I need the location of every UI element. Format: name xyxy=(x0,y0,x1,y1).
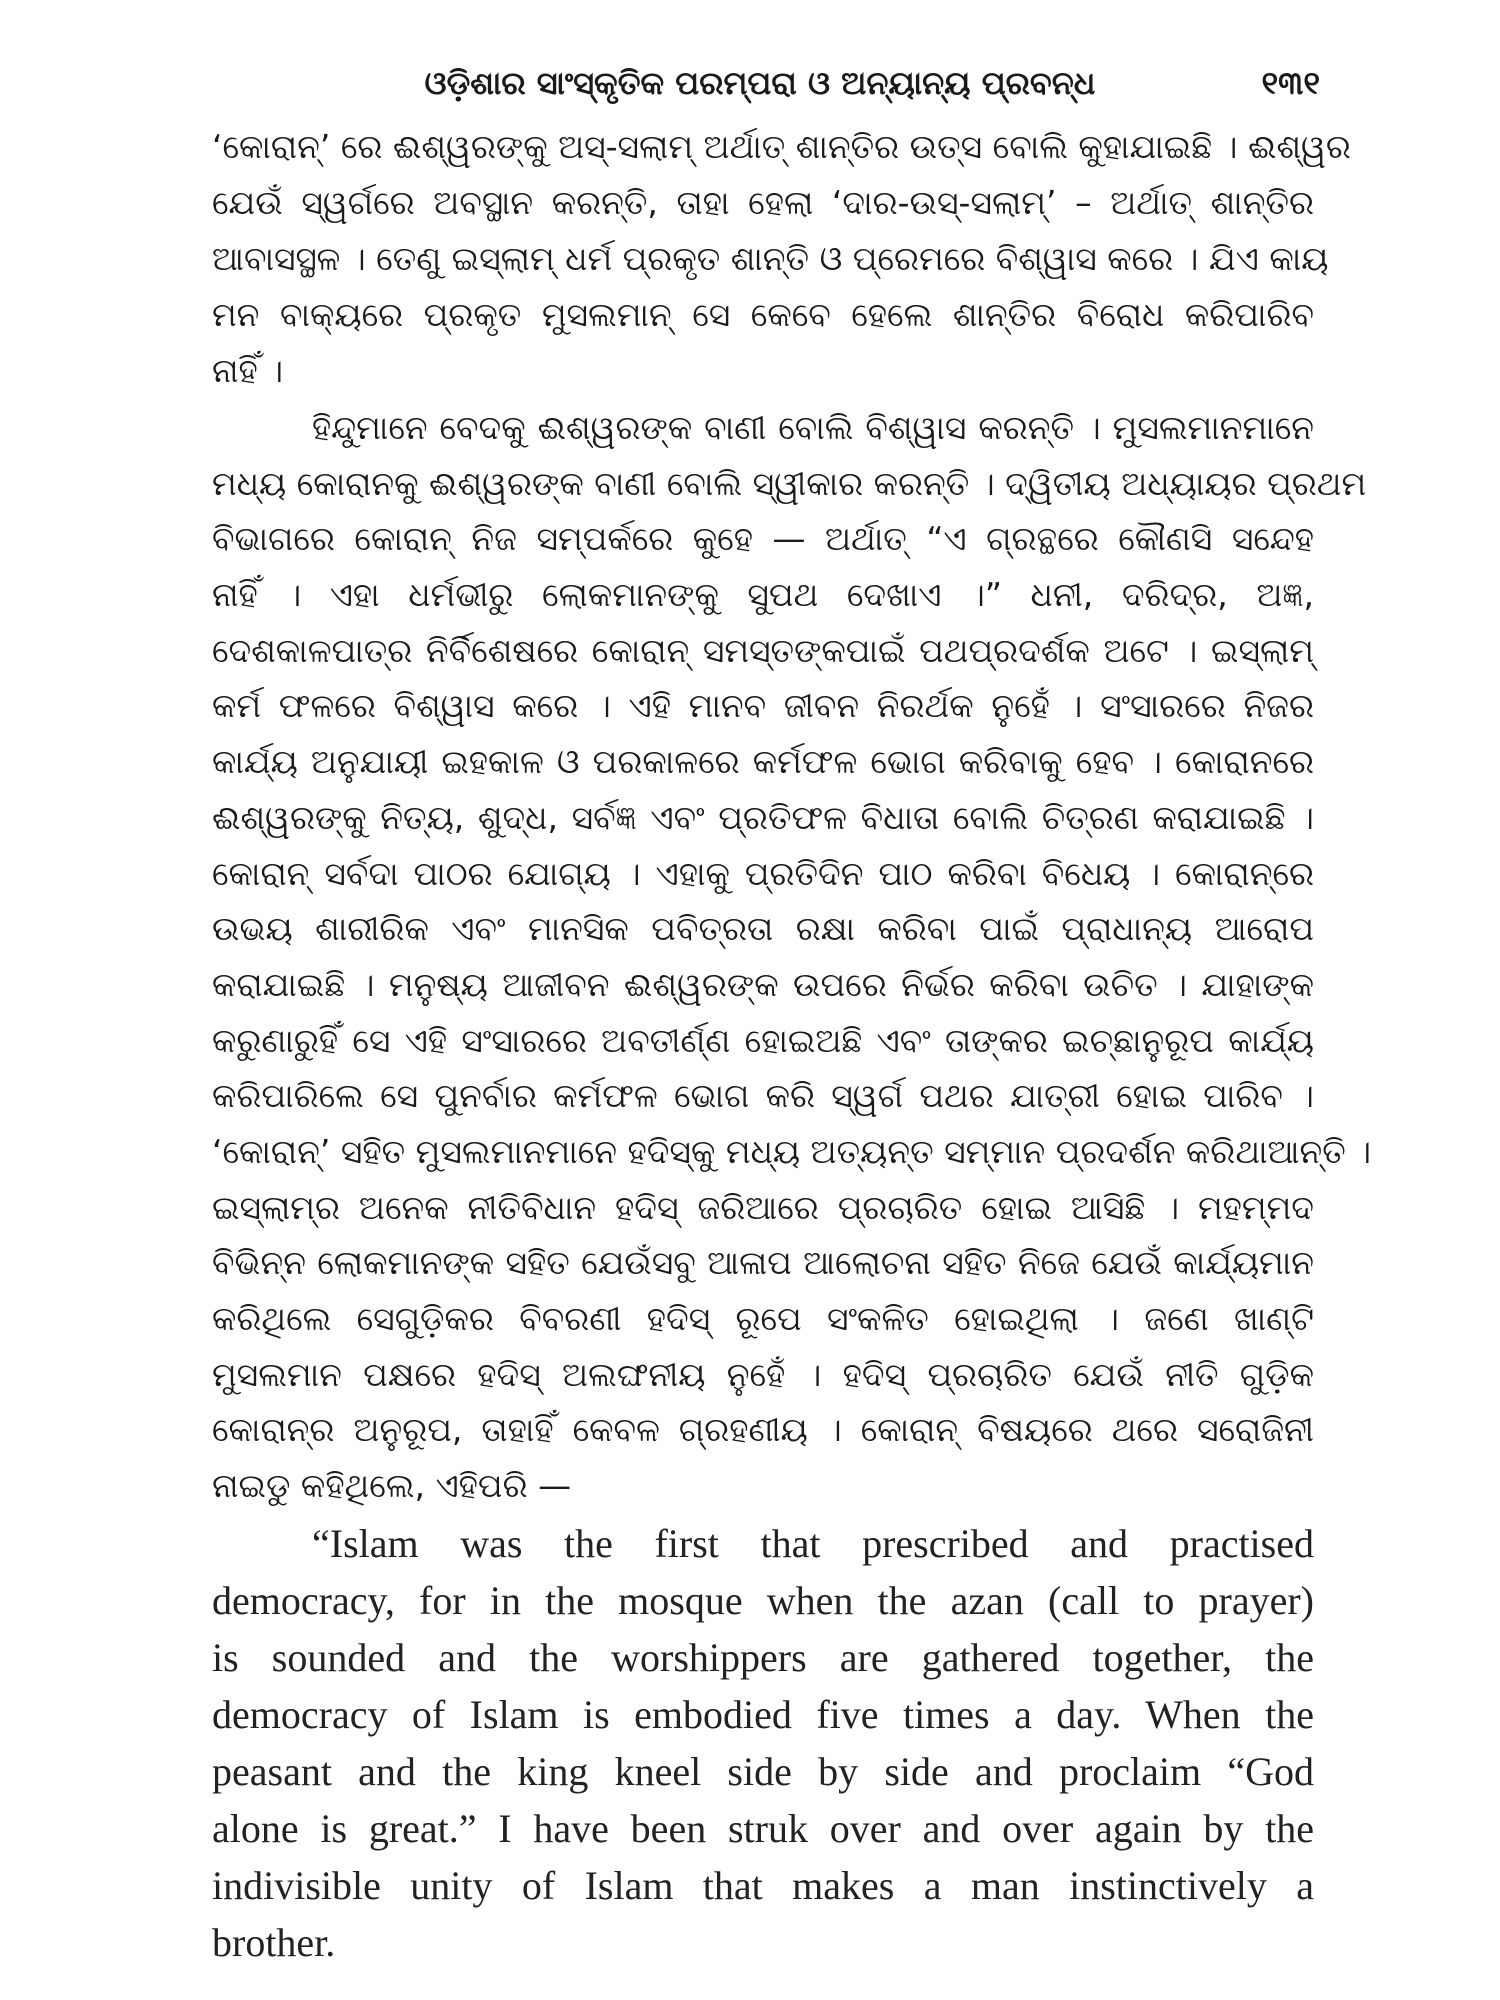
text-line: କାର୍ଯ୍ୟ ଅନୁଯାୟୀ ଇହକାଳ ଓ ପରକାଳରେ କର୍ମଫଳ ଭୋଗ କରିବାକୁ ହେବ । କୋରାନରେ xyxy=(212,742,1314,782)
text-line: ‘କୋରାନ୍’ ସହିତ ମୁସଲମାନମାନେ ହଦିସ୍‌କୁ ମଧ୍ୟ ଅତ୍ୟନ୍ତ ସମ୍ମାନ ପ୍ରଦର୍ଶନ କରିଥାଆନ୍ତି । xyxy=(212,1131,1372,1171)
text-line: କରିଥିଲେ ସେଗୁଡ଼ିକର ବିବରଣୀ ହଦିସ୍ ରୂପେ ସଂକଳିତ ହୋଇଥିଲା । ଜଣେ ଖାଣ୍ଟି xyxy=(212,1299,1314,1338)
text-line: “Islam was the first that prescribed and practised xyxy=(312,1521,1314,1566)
running-header-title: ଓଡ଼ିଶାର ସାଂସ୍କୃତିକ ପରମ୍ପରା ଓ ଅନ୍ୟାନ୍ୟ ପ୍ରବନ୍ଧ xyxy=(424,64,1096,102)
text-line: ବିଭିନ୍ନ ଲୋକମାନଙ୍କ ସହିତ ଯେଉଁସବୁ ଆଳାପ ଆଲୋଚନା ସହିତ ନିଜେ ଯେଉଁ କାର୍ଯ୍ୟମାନ xyxy=(212,1243,1314,1283)
text-line: is sounded and the worshippers are gathered together, the xyxy=(212,1635,1314,1680)
text-line: କର୍ମ ଫଳରେ ବିଶ୍ୱାସ କରେ । ଏହି ମାନବ ଜୀବନ ନିରର୍ଥକ ନୁହେଁ । ସଂସାରରେ ନିଜର xyxy=(212,686,1314,726)
text-line: ବିଭାଗରେ କୋରାନ୍ ନିଜ ସମ୍ପର୍କରେ କୁହେ — ଅର୍ଥାତ୍ “ଏ ଗ୍ରନ୍ଥରେ କୌଣସି ସନ୍ଦେହ xyxy=(212,519,1314,559)
text-line: ଇସ୍‌ଲାମ୍‌ର ଅନେକ ନୀତିବିଧାନ ହଦିସ୍ ଜରିଆରେ ପ୍ରଚାରିତ ହୋଇ ଆସିଛି । ମହମ୍ମଦ xyxy=(212,1187,1314,1227)
text-line: democracy of Islam is embodied five times a day. When the xyxy=(212,1692,1314,1737)
text-line: peasant and the king kneel side by side and proclaim “God xyxy=(212,1749,1314,1794)
text-line: democracy, for in the mosque when the azan (call to prayer) xyxy=(212,1578,1314,1623)
text-line: ମନ ବାକ୍ୟରେ ପ୍ରକୃତ ମୁସଲମାନ୍ ସେ କେବେ ହେଲେ ଶାନ୍ତିର ବିରୋଧ କରିପାରିବ xyxy=(212,295,1314,334)
text-line: indivisible unity of Islam that makes a man instinctively a xyxy=(212,1863,1314,1908)
text-line: କୋରାନ୍‌ର ଅନୁରୂପ, ତାହାହିଁ କେବଳ ଗ୍ରହଣୀୟ । କୋରାନ୍ ବିଷୟରେ ଥରେ ସରୋଜିନୀ xyxy=(212,1410,1314,1450)
text-line: କରାଯାଇଛି । ମନୁଷ୍ୟ ଆଜୀବନ ଈଶ୍ୱରଙ୍କ ଉପରେ ନିର୍ଭର କରିବା ଉଚିତ । ଯାହାଙ୍କ xyxy=(212,964,1314,1004)
text-line: ଦେଶକାଳପାତ୍ର ନିର୍ବିଶେଷରେ କୋରାନ୍ ସମସ୍ତଙ୍କପାଇଁ ପଥପ୍ରଦର୍ଶକ ଅଟେ । ଇସ୍‌ଲାମ୍ xyxy=(212,630,1314,670)
text-line: ନାଇଡୁ କହିଥିଲେ, ଏହିପରି — xyxy=(212,1466,572,1506)
paragraph-1 xyxy=(212,119,1351,399)
page-number: ୧୩୧ xyxy=(1261,64,1320,102)
text-line: ମୁସଲମାନ ପକ୍ଷରେ ହଦିସ୍ ଅଲଙ୍ଘନୀୟ ନୁହେଁ । ହଦିସ୍ ପ୍ରଚାରିତ ଯେଉଁ ନୀତି ଗୁଡ଼ିକ xyxy=(212,1354,1314,1394)
text-line: ନାହିଁ । ଏହା ଧର୍ମଭୀରୁ ଲୋକମାନଙ୍କୁ ସୁପଥ ଦେଖାଏ ।” ଧନୀ, ଦରିଦ୍ର, ଅଜ୍ଞ, xyxy=(212,575,1314,615)
text-line: ‘କୋରାନ୍’ ରେ ଈଶ୍ୱରଙ୍କୁ ଅସ୍-ସଲାମ୍ ଅର୍ଥାତ୍ ଶାନ୍ତିର ଉତ୍ସ ବୋଲି କୁହାଯାଇଛି । ଈଶ୍ୱର xyxy=(212,127,1351,166)
text-line: କୋରାନ୍ ସର୍ବଦା ପାଠର ଯୋଗ୍ୟ । ଏହାକୁ ପ୍ରତିଦିନ ପାଠ କରିବା ବିଧେୟ । କୋରାନ୍‌ରେ xyxy=(212,853,1314,893)
text-line: brother. xyxy=(212,1920,336,1965)
text-line: କରୁଣାରୁହିଁ ସେ ଏହି ସଂସାରରେ ଅବତୀର୍ଣ୍ଣ ହୋଇଅଛି ଏବଂ ତାଙ୍କର ଇଚ୍ଛାନୁରୂପ କାର୍ଯ୍ୟ xyxy=(212,1020,1314,1060)
text-line: ଈଶ୍ୱରଙ୍କୁ ନିତ୍ୟ, ଶୁଦ୍ଧ, ସର୍ବଜ୍ଞ ଏବଂ ପ୍ରତିଫଳ ବିଧାତା ବୋଲି ଚିତ୍ରଣ କରାଯାଇଛି । xyxy=(212,797,1314,837)
text-line: alone is great.” I have been struk over and over again by the xyxy=(212,1806,1314,1851)
text-line: ମଧ୍ୟ କୋରାନକୁ ଈଶ୍ୱରଙ୍କ ବାଣୀ ବୋଲି ସ୍ୱୀକାର କରନ୍ତି । ଦ୍ୱିତୀୟ ଅଧ୍ୟାୟର ପ୍ରଥମ xyxy=(212,463,1367,503)
english-quotation xyxy=(212,1515,1314,1971)
text-line: ଯେଉଁ ସ୍ୱର୍ଗରେ ଅବସ୍ଥାନ କରନ୍ତି, ତାହା ହେଲା ‘ଦାର-ଉସ୍-ସଲାମ୍’ – ଅର୍ଥାତ୍ ଶାନ୍ତିର xyxy=(212,183,1314,222)
text-line: ଆବାସସ୍ଥଳ । ତେଣୁ ଇସ୍‌ଲାମ୍ ଧର୍ମ ପ୍ରକୃତ ଶାନ୍ତି ଓ ପ୍ରେମରେ ବିଶ୍ୱାସ କରେ । ଯିଏ କାୟ xyxy=(212,239,1329,278)
text-line: ଉଭୟ ଶାରୀରିକ ଏବଂ ମାନସିକ ପବିତ୍ରତା ରକ୍ଷା କରିବା ପାଇଁ ପ୍ରାଧାନ୍ୟ ଆରୋପ xyxy=(212,909,1314,949)
text-line: ହିନ୍ଦୁମାନେ ବେଦକୁ ଈଶ୍ୱରଙ୍କ ବାଣୀ ବୋଲି ବିଶ୍ୱାସ କରନ୍ତି । ମୁସଲମାନମାନେ xyxy=(312,408,1314,447)
text-line: ନାହିଁ । xyxy=(212,351,284,390)
text-line: କରିପାରିଲେ ସେ ପୁନର୍ବାର କର୍ମଫଳ ଭୋଗ କରି ସ୍ୱର୍ଗ ପଥର ଯାତ୍ରୀ ହୋଇ ପାରିବ । xyxy=(212,1076,1314,1116)
paragraph-2 xyxy=(212,400,1372,1514)
